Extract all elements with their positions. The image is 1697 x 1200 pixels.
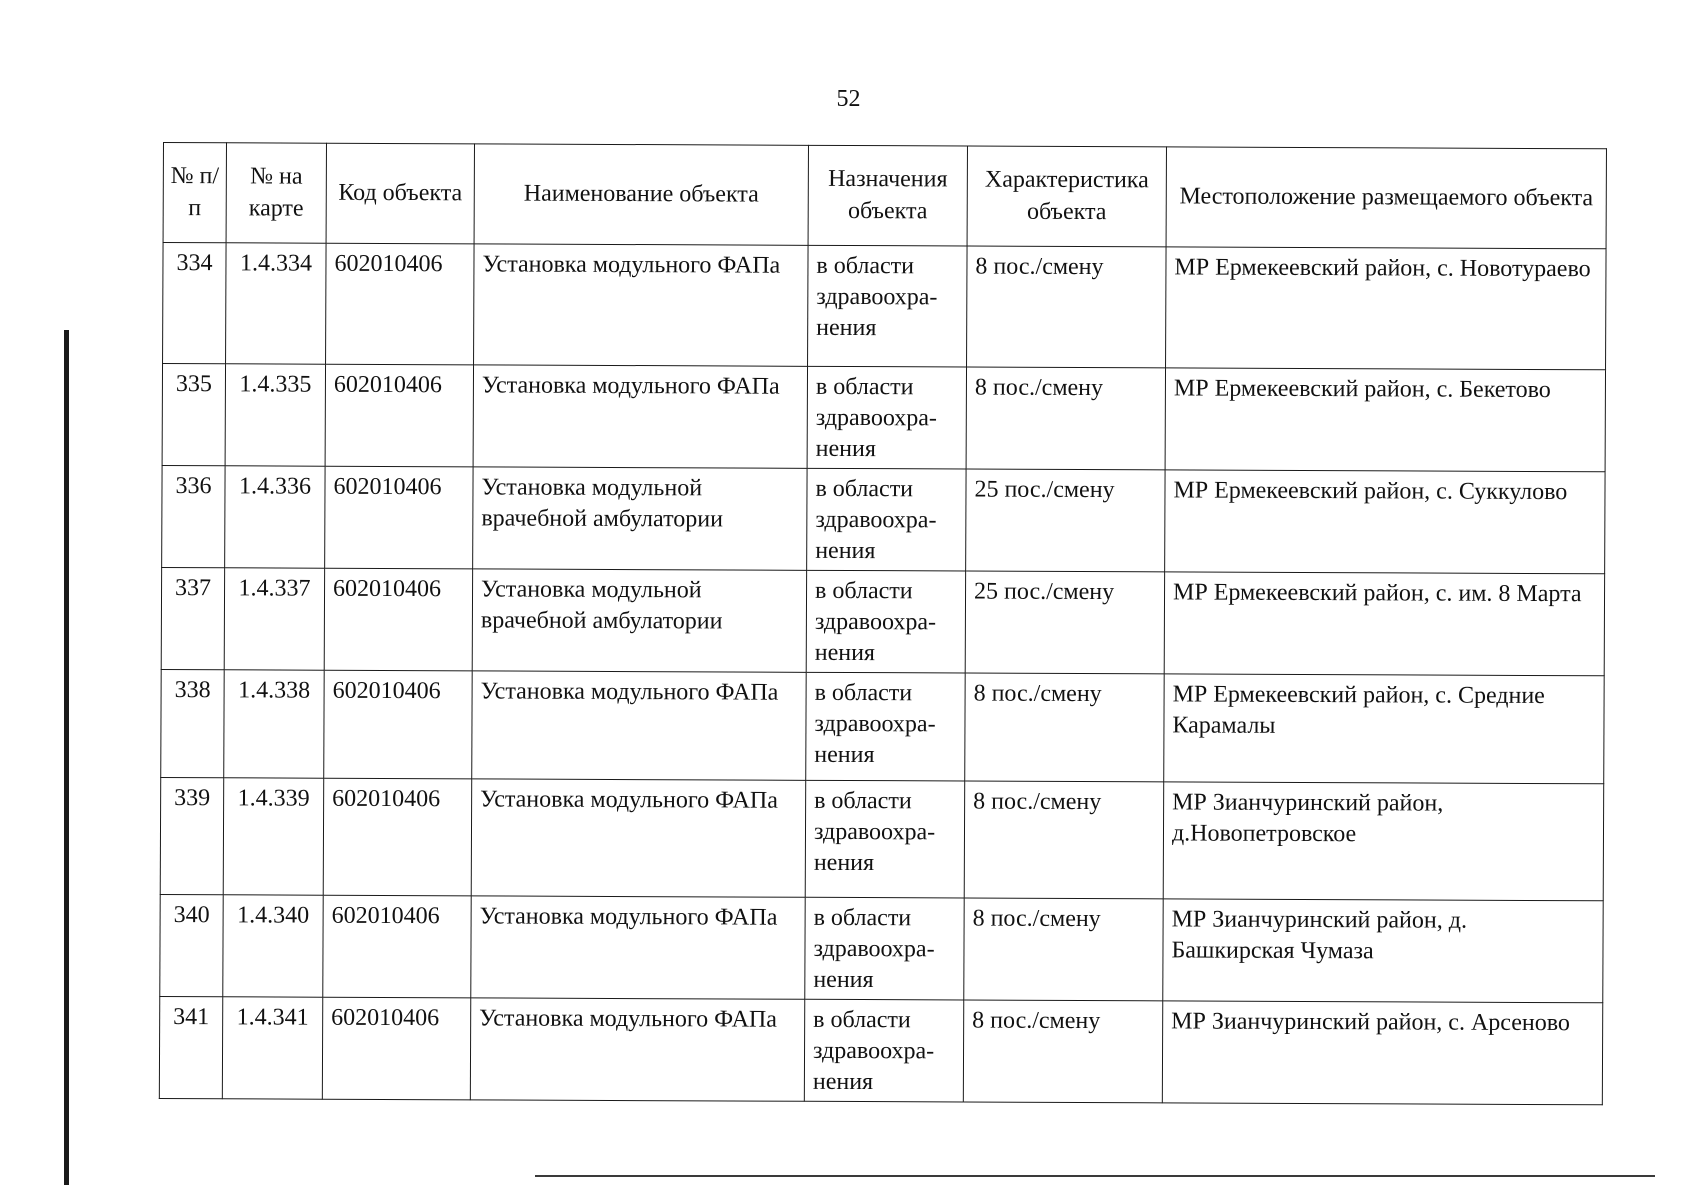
objects-table	[159, 142, 1607, 1105]
row-object-name: Установка модульного ФАПа	[471, 896, 805, 999]
row-number: 334	[163, 243, 227, 364]
row-object-purpose: в области здравоохра-нения	[804, 999, 963, 1102]
row-map-number: 1.4.339	[223, 778, 324, 895]
row-object-code: 602010406	[326, 243, 475, 365]
row-object-code: 602010406	[322, 997, 470, 1100]
row-map-number: 1.4.337	[224, 568, 324, 670]
row-object-characteristic: 8 пос./смену	[965, 673, 1164, 782]
row-number: 338	[161, 669, 224, 777]
row-object-code: 602010406	[323, 778, 472, 896]
row-object-characteristic: 8 пос./смену	[963, 1000, 1162, 1103]
row-object-location: МР Ермекеевский район, с. Суккулово	[1165, 470, 1605, 574]
bottom-rule	[535, 1175, 1655, 1177]
header-object-location: Местоположение размещаемого объекта	[1166, 147, 1606, 249]
row-object-name: Установка модульной врачебной амбулатории	[473, 467, 807, 570]
header-object-code: Код объекта	[326, 143, 474, 244]
row-object-purpose: в области здравоохра-нения	[805, 897, 964, 1000]
row-number: 337	[161, 567, 224, 669]
table-header-row	[163, 143, 1606, 249]
row-object-location: МР Ермекеевский район, с. Новотураево	[1166, 247, 1607, 370]
header-object-name: Наименование объекта	[474, 144, 808, 245]
row-object-purpose: в области здравоохра-нения	[807, 468, 966, 571]
row-map-number: 1.4.338	[224, 670, 324, 778]
row-object-characteristic: 8 пос./смену	[964, 781, 1164, 899]
row-object-name: Установка модульного ФАПа	[470, 998, 804, 1101]
header-object-characteristic: Характеристика объекта	[967, 146, 1166, 247]
row-object-code: 602010406	[324, 670, 472, 779]
scan-edge-bar	[64, 330, 69, 1185]
table-row	[159, 996, 1602, 1104]
row-object-purpose: в области здравоохра-нения	[807, 366, 966, 469]
row-object-characteristic: 25 пос./смену	[966, 469, 1165, 572]
table-row	[163, 243, 1607, 370]
row-object-characteristic: 8 пос./смену	[966, 367, 1165, 470]
table-row	[162, 465, 1605, 573]
row-object-code: 602010406	[324, 568, 472, 671]
row-object-characteristic: 8 пос./смену	[964, 898, 1163, 1001]
row-object-purpose: в области здравоохра-нения	[805, 780, 965, 898]
row-number: 335	[162, 364, 225, 466]
row-object-code: 602010406	[325, 364, 473, 467]
row-object-code: 602010406	[325, 466, 473, 569]
header-map-number: № на карте	[226, 143, 326, 243]
row-object-purpose: в области здравоохра-нения	[806, 570, 965, 673]
row-number: 336	[162, 465, 225, 567]
row-object-location: МР Ермекеевский район, с. им. 8 Марта	[1164, 572, 1604, 676]
row-object-characteristic: 8 пос./смену	[967, 246, 1167, 368]
row-map-number: 1.4.334	[226, 243, 327, 364]
row-object-name: Установка модульного ФАПа	[471, 779, 806, 897]
table-row	[161, 567, 1604, 675]
row-object-location: МР Ермекеевский район, с. Бекетово	[1165, 368, 1605, 472]
header-number: № п/п	[163, 143, 226, 243]
row-object-purpose: в области здравоохра-нения	[808, 245, 968, 367]
page-number: 52	[836, 86, 861, 112]
row-map-number: 1.4.341	[222, 997, 322, 1099]
row-object-location: МР Ермекеевский район, с. Средние Карамалы	[1164, 674, 1604, 784]
row-object-name: Установка модульного ФАПа	[474, 244, 809, 366]
row-number: 341	[159, 996, 222, 1098]
row-object-code: 602010406	[323, 895, 471, 998]
header-object-purpose: Назначения объекта	[808, 145, 967, 246]
row-map-number: 1.4.336	[225, 466, 325, 568]
row-number: 340	[160, 894, 223, 996]
row-map-number: 1.4.335	[225, 364, 325, 466]
row-map-number: 1.4.340	[223, 895, 323, 997]
row-object-location: МР Зианчуринский район, д. Башкирская Чумаза	[1163, 899, 1603, 1003]
row-object-name: Установка модульной врачебной амбулатории	[472, 569, 806, 672]
row-object-purpose: в области здравоохра-нения	[806, 672, 965, 781]
row-object-name: Установка модульного ФАПа	[473, 365, 807, 468]
row-object-location: МР Зианчуринский район, д.Новопетровское	[1163, 782, 1604, 901]
table-row	[161, 669, 1604, 783]
row-object-name: Установка модульного ФАПа	[472, 671, 806, 780]
row-object-location: МР Зианчуринский район, с. Арсеново	[1162, 1001, 1602, 1105]
table-row	[160, 777, 1603, 900]
table-row	[160, 894, 1603, 1002]
table-row	[162, 364, 1605, 472]
row-number: 339	[160, 777, 224, 894]
row-object-characteristic: 25 пос./смену	[965, 571, 1164, 674]
